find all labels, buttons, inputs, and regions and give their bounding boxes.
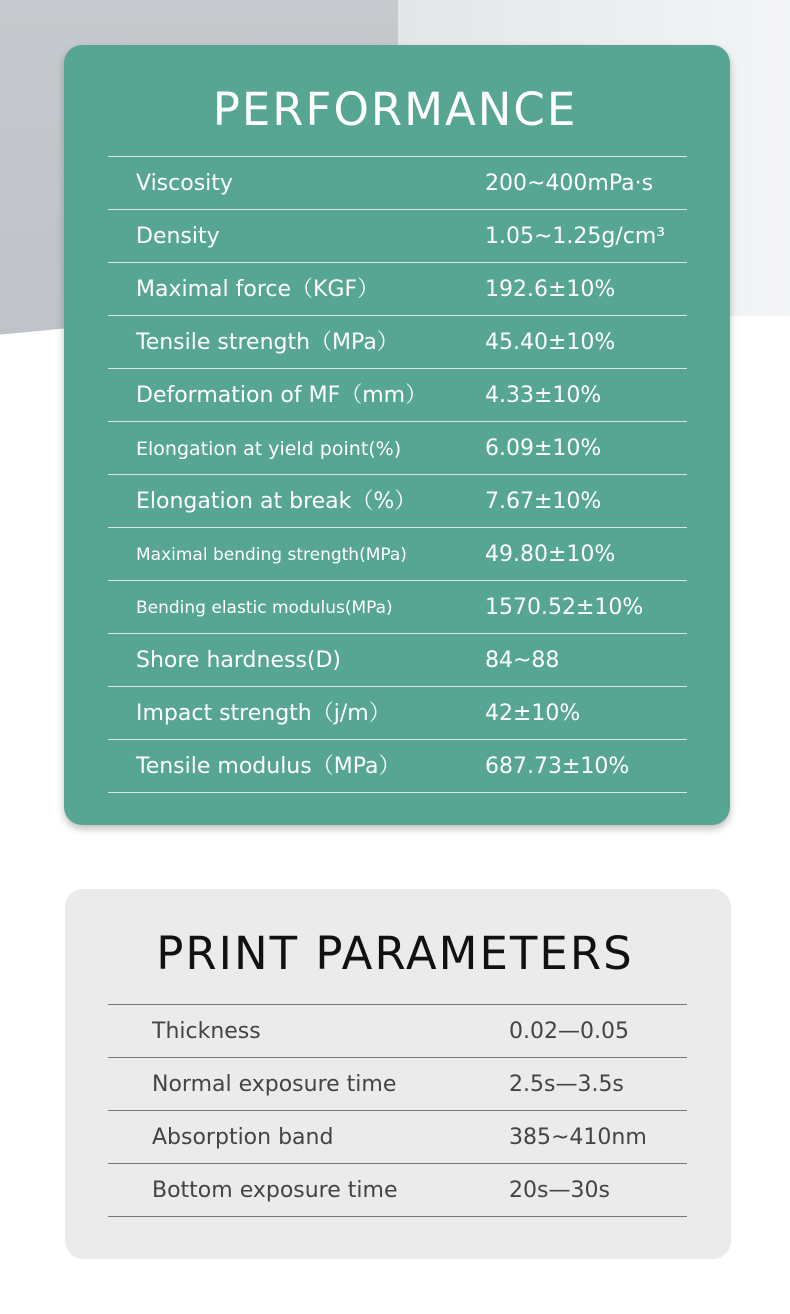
row-value: 687.73±10% [485, 754, 630, 779]
row-value: 84~88 [485, 648, 560, 673]
row-label: Tensile strength（MPa） [136, 330, 399, 355]
row-label: Impact strength（j/m） [136, 701, 391, 726]
row-label: Bottom exposure time [152, 1178, 398, 1203]
row-value: 20s—30s [509, 1178, 610, 1203]
row-label: Shore hardness(D) [136, 648, 342, 673]
row-value: 6.09±10% [485, 436, 602, 461]
print-parameters-table [108, 1004, 687, 1217]
table-row-shore-hardness [108, 633, 687, 686]
table-row-normal-exposure [108, 1057, 687, 1110]
row-label: Elongation at yield point(%) [136, 438, 402, 460]
row-label: Tensile modulus（MPa） [136, 754, 401, 779]
row-label: Maximal force（KGF） [136, 277, 380, 302]
row-label: Maximal bending strength(MPa) [136, 545, 407, 565]
table-row-bending-modulus [108, 580, 687, 633]
row-value: 200~400mPa·s [485, 171, 654, 196]
table-row-absorption-band [108, 1110, 687, 1163]
row-label: Viscosity [136, 171, 233, 196]
print-parameters-title: PRINT PARAMETERS [156, 927, 634, 980]
row-label: Deformation of MF（mm） [136, 383, 428, 408]
table-row-maximal-force [108, 262, 687, 315]
row-value: 385~410nm [509, 1125, 647, 1150]
row-label: Bending elastic modulus(MPa) [136, 598, 393, 618]
table-row-tensile-strength [108, 315, 687, 368]
performance-title: PERFORMANCE [212, 83, 578, 136]
row-label: Absorption band [152, 1125, 334, 1150]
row-value: 45.40±10% [485, 330, 616, 355]
table-row-thickness [108, 1004, 687, 1057]
table-row-bending-strength [108, 527, 687, 580]
row-value: 0.02—0.05 [509, 1019, 629, 1044]
table-row-tensile-modulus [108, 739, 687, 793]
table-row-density [108, 209, 687, 262]
row-value: 42±10% [485, 701, 581, 726]
row-value: 4.33±10% [485, 383, 602, 408]
row-value: 1570.52±10% [485, 595, 644, 620]
row-value: 7.67±10% [485, 489, 602, 514]
table-row-bottom-exposure [108, 1163, 687, 1217]
row-value: 1.05~1.25g/cm³ [485, 224, 666, 249]
row-label: Thickness [152, 1019, 261, 1044]
table-row-impact-strength [108, 686, 687, 739]
row-label: Elongation at break（%） [136, 489, 417, 514]
row-label: Normal exposure time [152, 1072, 397, 1097]
table-row-deformation [108, 368, 687, 421]
performance-table [108, 156, 687, 793]
table-row-viscosity [108, 156, 687, 209]
table-row-elongation-break [108, 474, 687, 527]
table-row-elongation-yield [108, 421, 687, 474]
row-label: Density [136, 224, 220, 249]
row-value: 192.6±10% [485, 277, 616, 302]
row-value: 2.5s—3.5s [509, 1072, 624, 1097]
row-value: 49.80±10% [485, 542, 616, 567]
